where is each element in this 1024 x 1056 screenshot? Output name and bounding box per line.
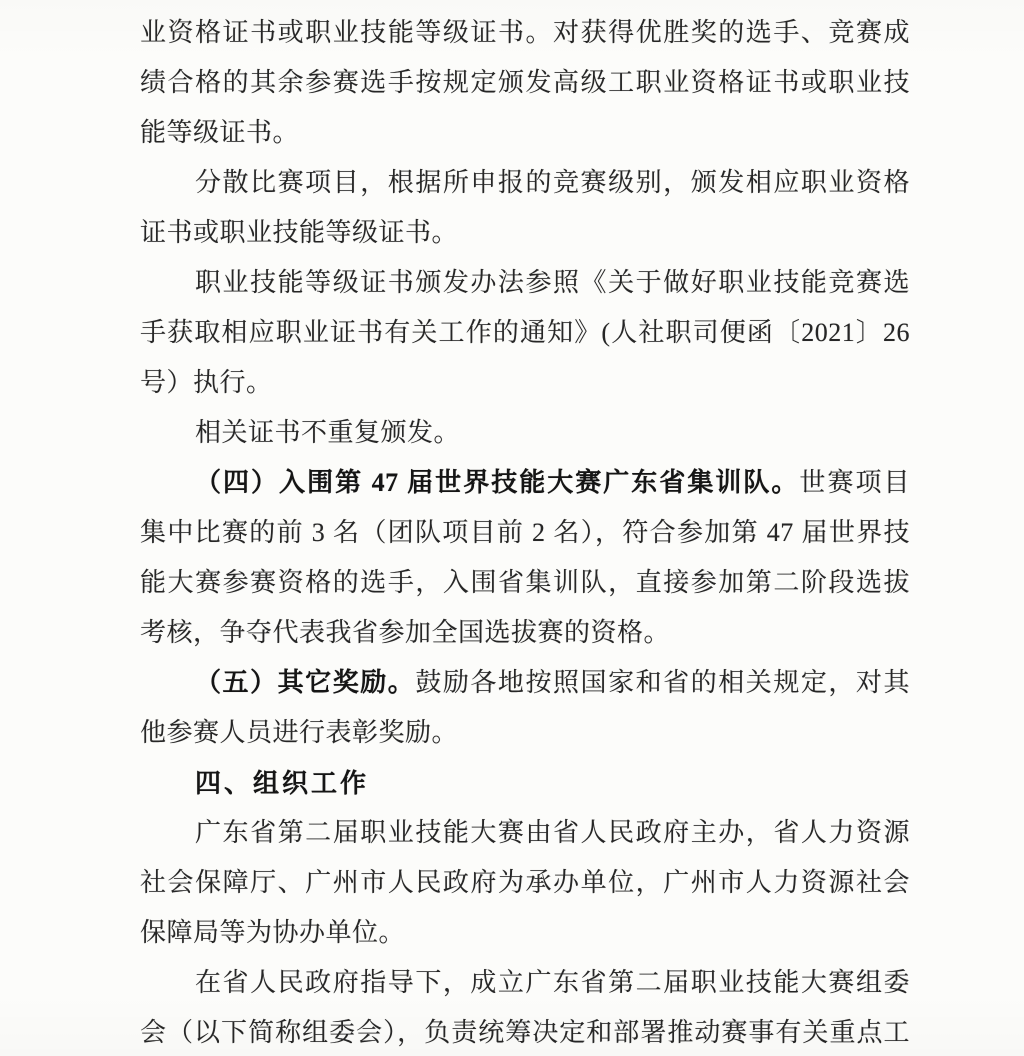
document-text-block: [140, 8, 910, 1056]
text-line: [140, 758, 910, 808]
subsection-heading-run: （四）入围第 47 届世界技能大赛广东省集训队。: [195, 468, 800, 497]
body-text-run: 绩合格的其余参赛选手按规定颁发高级工职业资格证书或职业技: [140, 68, 910, 97]
body-text-run: 在省人民政府指导下，成立广东省第二届职业技能大赛组委: [195, 968, 910, 997]
body-text-run: 能大赛参赛资格的选手，入围省集训队，直接参加第二阶段选拔: [140, 568, 910, 597]
body-text-run: 广东省第二届职业技能大赛由省人民政府主办，省人力资源: [195, 818, 910, 847]
body-text-run: 手获取相应职业证书有关工作的通知》(人社职司便函〔2021〕26: [140, 318, 910, 347]
text-line: [140, 108, 910, 158]
body-text-run: 他参赛人员进行表彰奖励。: [140, 718, 459, 747]
text-line: [140, 908, 910, 958]
subsection-heading-run: （五）其它奖励。: [195, 668, 416, 697]
text-line: [140, 458, 910, 508]
body-text-run: 证书或职业技能等级证书。: [140, 218, 459, 247]
text-line: [140, 358, 910, 408]
section-heading: 四、组织工作: [195, 768, 370, 798]
text-line: [140, 958, 910, 1008]
text-line: [140, 58, 910, 108]
text-line: [140, 258, 910, 308]
text-line: [140, 708, 910, 758]
body-text-run: 社会保障厅、广州市人民政府为承办单位，广州市人力资源社会: [140, 868, 910, 897]
body-text-run: 保障局等为协办单位。: [140, 918, 406, 947]
body-text-run: 会（以下简称组委会），负责统筹决定和部署推动赛事有关重点工: [140, 1018, 910, 1047]
text-line: [140, 608, 910, 658]
text-line: [140, 408, 910, 458]
body-text-run: 世赛项目: [799, 468, 910, 497]
body-text-run: 号）执行。: [140, 368, 273, 397]
text-line: [140, 158, 910, 208]
text-line: [140, 658, 910, 708]
body-text-run: 能等级证书。: [140, 118, 300, 147]
body-text-run: 分散比赛项目，根据所申报的竞赛级别，颁发相应职业资格: [195, 168, 910, 197]
body-text-run: 业资格证书或职业技能等级证书。对获得优胜奖的选手、竞赛成: [140, 18, 910, 47]
text-line: [140, 508, 910, 558]
text-line: [140, 1008, 910, 1056]
body-text-run: 鼓励各地按照国家和省的相关规定，对其: [415, 668, 910, 697]
text-line: [140, 308, 910, 358]
text-line: [140, 8, 910, 58]
body-text-run: 职业技能等级证书颁发办法参照《关于做好职业技能竞赛选: [195, 268, 910, 297]
text-line: [140, 208, 910, 258]
text-line: [140, 808, 910, 858]
body-text-run: 考核，争夺代表我省参加全国选拔赛的资格。: [140, 618, 671, 647]
text-line: [140, 558, 910, 608]
body-text-run: 相关证书不重复颁发。: [195, 418, 461, 447]
body-text-run: 集中比赛的前 3 名（团队项目前 2 名），符合参加第 47 届世界技: [140, 518, 910, 547]
text-line: [140, 858, 910, 908]
